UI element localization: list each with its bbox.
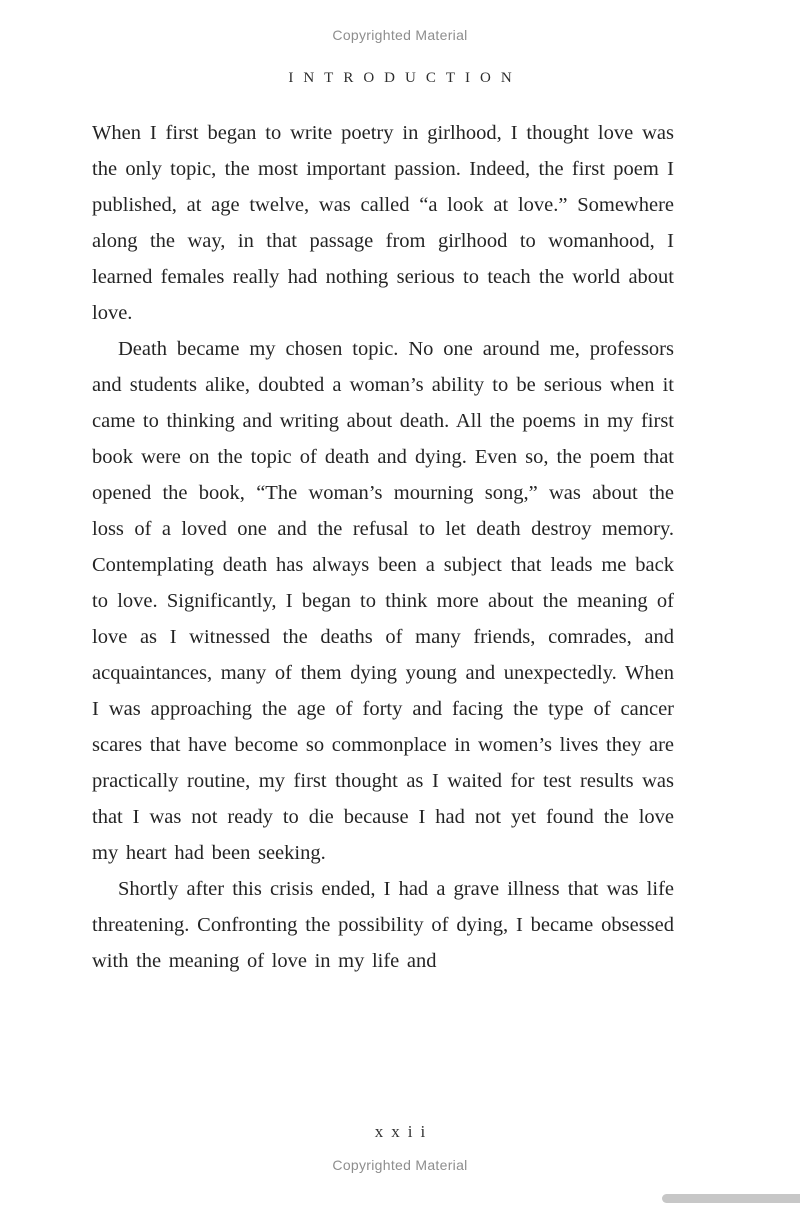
scrollbar-thumb[interactable] — [662, 1194, 800, 1203]
chapter-header: INTRODUCTION — [288, 70, 522, 86]
paragraph-3: Shortly after this crisis ended, I had a grave illness that was life threatening. Confronting the possibility of dying, I became obsessed with the meaning of love in my life and — [92, 878, 674, 972]
paragraph-2: Death became my chosen topic. No one around me, professors and students alike, doubted a woman’s ability to be serious when it came to thinking and writing about death. All the poems in my first book were on the topic of death and dying. Even so, the poem that opened the book, “The woman’s mourning song,” was about the loss of a loved one and the refusal to let death destroy memory. Contemplating death has always been a subject that leads me back to love. Significantly, I began to think more about the meaning of love as I witnessed the deaths of many friends, comrades, and acquaintances, many of them dying young and unexpectedly. When I was approaching the age of forty and facing the type of cancer scares that have become so commonplace in women’s lives they are practically routine, my first thought as I waited for test results was that I was not ready to die because I had not yet found the love my heart had been seeking. — [92, 338, 674, 864]
body-text — [92, 115, 674, 979]
copyright-notice-bottom: Copyrighted Material — [332, 1157, 468, 1173]
copyright-notice-top: Copyrighted Material — [332, 27, 468, 43]
paragraph-1: When I first began to write poetry in girlhood, I thought love was the only topic, the most important passion. Indeed, the first poem I published, at age twelve, was called “a look at love.” Somewhere along the way, in that passage from girlhood to womanhood, I learned females really had nothing serious to teach the world about love. — [92, 122, 674, 324]
page-number: xxii — [374, 1122, 434, 1141]
